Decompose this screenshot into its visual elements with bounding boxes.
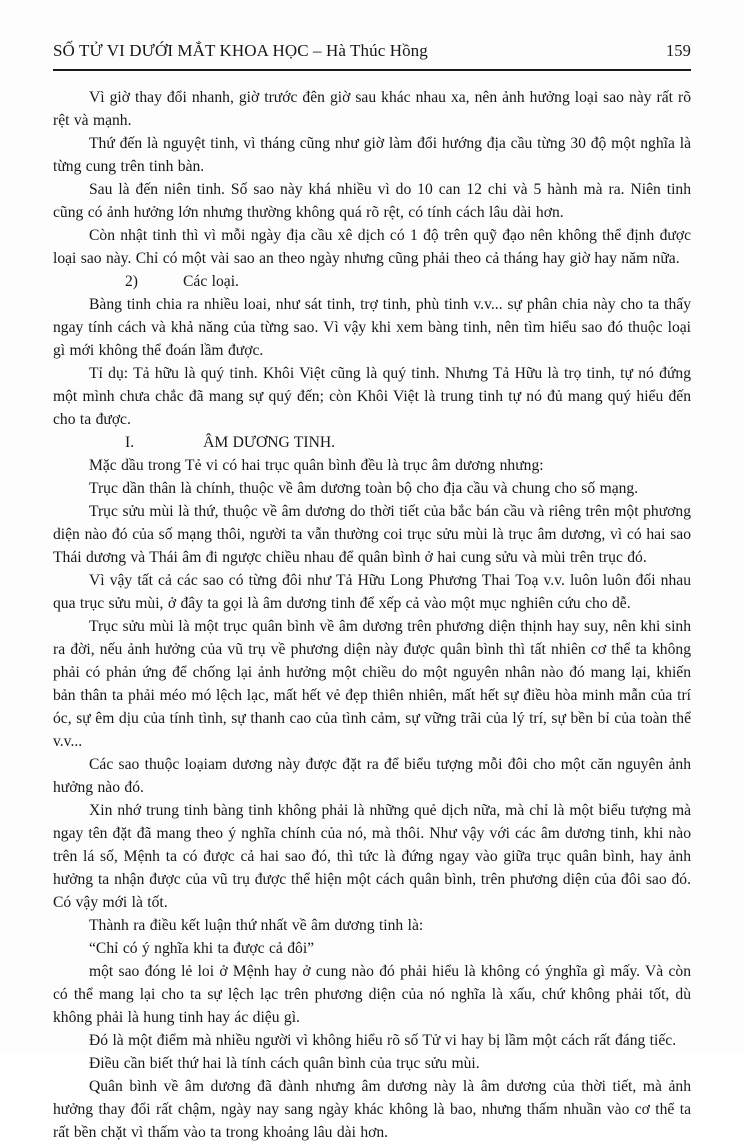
paragraph-number: I. xyxy=(125,434,135,451)
paragraph: Thứ đến là nguyệt tinh, vì tháng cũng như giờ làm đổi hướng địa cầu từng 30 độ một nghĩa là từng cung trên tinh bàn. xyxy=(53,135,691,175)
paragraph: Còn nhật tinh thì vì mỗi ngày địa cầu xê dịch có 1 độ trên quỹ đạo nên không thể định được loại sao này. Chỉ có một vài sao an theo ngày nhưng cũng phải theo cả tháng hay giờ hay năm nữa. xyxy=(53,227,691,267)
paragraph: Tỉ dụ: Tả hữu là quý tinh. Khôi Việt cũng là quý tinh. Nhưng Tả Hữu là trọ tinh, tự nó đứng một mình chưa chắc đã mang sự quý đến; còn Khôi Việt là trung tinh tự nó đủ mang quý hiểu đến cho ta được. xyxy=(53,365,691,428)
paragraph: Trục sửu mùi là thứ, thuộc về âm dương do thời tiết của bắc bán cầu và riêng trên một phương diện nào đó của số mạng thôi, người ta vẫn thường coi trục sửu mùi là trục âm dương, vì có hai sao Thái dương và Thái âm đi ngược chiều nhau để quân bình ở hai cung sửu và mùi trên trục đó. xyxy=(53,503,691,566)
page-number: 159 xyxy=(665,41,691,60)
paragraph: Trục dần thân là chính, thuộc về âm dương toàn bộ cho địa cầu và chung cho số mạng. xyxy=(89,480,639,497)
paragraph: Sau là đến niên tinh. Số sao này khá nhiều vì do 10 can 12 chi và 5 hành mà ra. Niên tinh cũng có ảnh hưởng lớn nhưng thường không quá rõ rệt, có tính cách lâu dài hơn. xyxy=(53,181,691,221)
paragraph: một sao đóng lẻ loi ở Mệnh hay ở cung nào đó phải hiểu là không có ýnghĩa gì mấy. Và còn có thể mang lại cho ta sự lệch lạc trên phương diện của nó nghĩa là xấu, chứ không phải tốt, dù không phải là hung tinh hay ác diệu gì. xyxy=(53,963,691,1026)
page-header xyxy=(53,40,691,71)
paragraph: Vì giờ thay đổi nhanh, giờ trước đên giờ sau khác nhau xa, nên ảnh hưởng loại sao này rất rõ rệt và mạnh. xyxy=(53,89,691,129)
paragraph: Điều cần biết thứ hai là tính cách quân bình của trục sửu mùi. xyxy=(89,1055,480,1072)
paragraph: Vì vậy tất cả các sao có từng đôi như Tả Hữu Long Phương Thai Toạ v.v. luôn luôn đối nhau qua trục sửu mùi, ở đây ta gọi là âm dương tinh để xếp cả vào một mục nghiên cứu cho dễ. xyxy=(53,572,691,612)
running-title: SỐ TỬ VI DƯỚI MẮT KHOA HỌC – Hà Thúc Hồng xyxy=(53,41,428,60)
content xyxy=(53,86,691,1144)
paragraph-number: 2) xyxy=(125,273,138,290)
paragraph-text: Các loại. xyxy=(183,273,239,290)
paragraph: Thành ra điều kết luận thứ nhất về âm dương tinh là: xyxy=(89,917,424,934)
paragraph: Các sao thuộc loạiam dương này được đặt ra để biểu tượng mỗi đôi cho một căn nguyên ảnh hưởng nào đó. xyxy=(53,756,691,796)
paragraph xyxy=(53,270,691,293)
paragraph: Xin nhớ trung tinh bàng tinh không phải là những quẻ dịch nữa, mà chỉ là một biểu tượng mà ngay tên đặt đã mang theo ý nghĩa chính của nó, mà thôi. Như vậy với các âm dương tinh, khi nào trên lá số, Mệnh ta có được cả hai sao đó, thì tức là đứng ngay vào giữa trục quân bình, hay ảnh hưởng ta nhận được của vũ trụ được thể hiện một cách quân bình, trên phương diện của đôi sao đó. Có vậy mới là tốt. xyxy=(53,802,691,911)
paragraph: Bàng tinh chia ra nhiều loai, như sát tinh, trợ tinh, phù tinh v.v... sự phân chia này cho ta thấy ngay tính cách và khả năng của từng sao. Vì vậy khi xem bàng tinh, nên tìm hiểu sao đó thuộc loại gì mới không thể đoán lầm được. xyxy=(53,296,691,359)
paragraph xyxy=(53,431,691,454)
paragraph: “Chỉ có ý nghĩa khi ta được cả đôi” xyxy=(89,940,315,957)
paragraph-text: ÂM DƯƠNG TINH. xyxy=(203,434,336,451)
paragraph: Quân bình về âm dương đã đành nhưng âm dương này là âm dương của thời tiết, mà ảnh hưởng thay đổi rất chậm, ngày nay sang ngày khác không là bao, nhưng thấm nhuần vào cơ thể ta rất bền chặt vì thấm vào ta trong khoảng lâu dài hơn. xyxy=(53,1078,691,1141)
paragraph: Trục sửu mùi là một trục quân bình về âm dương trên phương diện thịnh hay suy, nên khi sinh ra đời, nếu ảnh hưởng của vũ trụ về phương diện này được quân bình thì tất nhiên cơ thể ta không phải có phản ứng để chống lại ảnh hưởng một chiều do một nguyên nhân nào đó mang lại, khiến bản thân ta phải méo mó lệch lạc, mất hết vẻ đẹp thiên nhiên, mất hết sự điều hòa minh mẫn của trí óc, sự êm dịu của tính tình, sự thanh cao của tình cảm, sự vững trãi của lý trí, sự bền bỉ của toàn thể v.v... xyxy=(53,618,691,750)
paragraph: Mặc dầu trong Tẻ vi có hai trục quân bình đều là trục âm dương nhưng: xyxy=(89,457,544,474)
paragraph: Đó là một điểm mà nhiều người vì không hiểu rõ số Tử vi hay bị lầm một cách rất đáng tiếc. xyxy=(89,1032,677,1049)
